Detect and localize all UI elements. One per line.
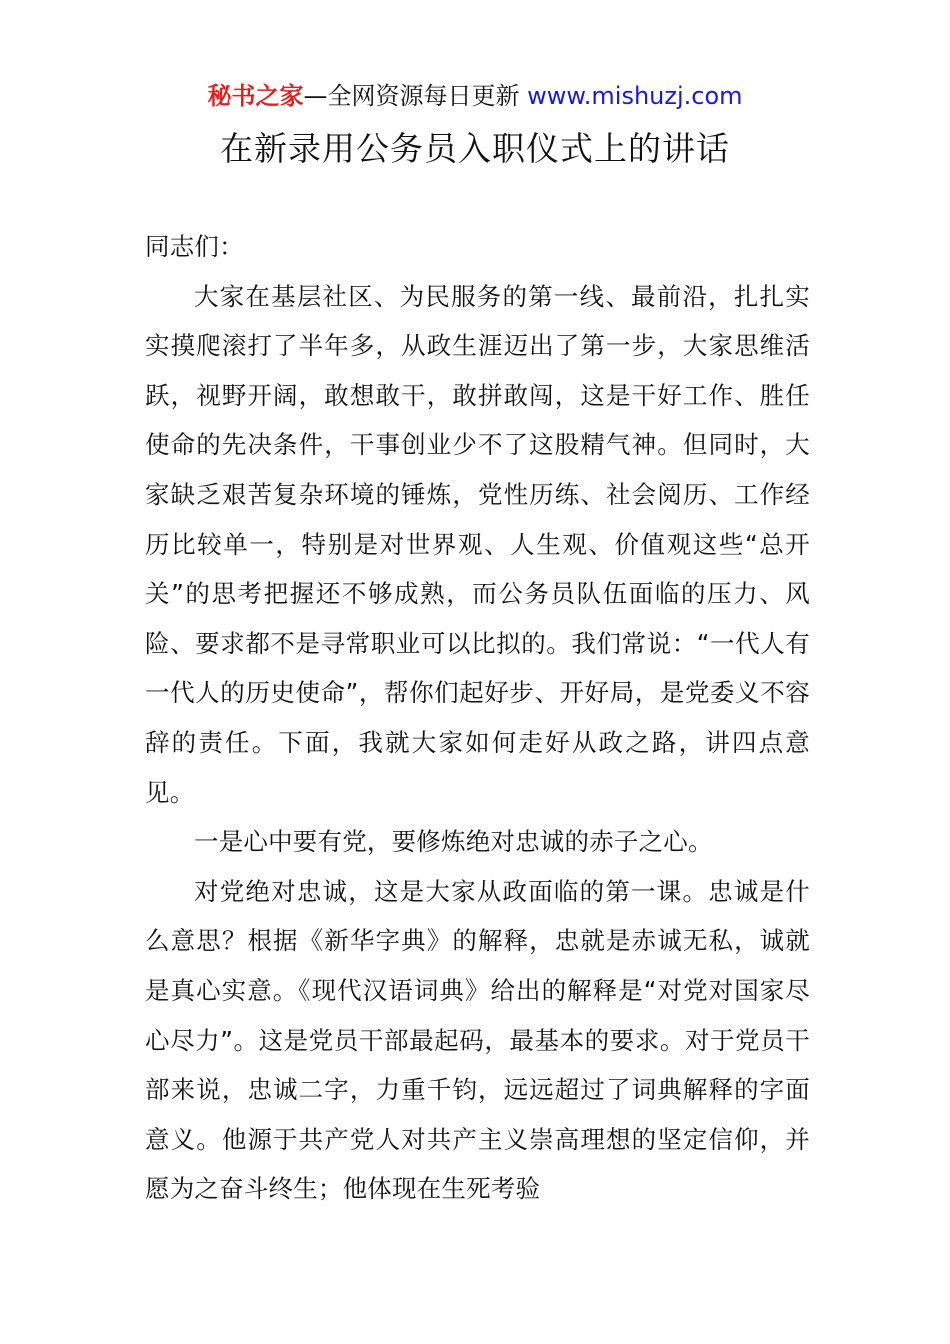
brand-name: 秘书之家 xyxy=(207,82,304,110)
paragraph-loyalty: 对党绝对忠诚，这是大家从政面临的第一课。忠诚是什么意思？根据《新华字典》的解释，忠就是赤诚无私，诚就是真心实意。《现代汉语词典》给出的解释是“对党对国家尽心尽力”。这是党员干部最起码，最基本的要求。对于党员干部来说，忠诚二字，力重千钧，远远超过了词典解释的字面意义。他源于共产党人对共产主义崇高理想的坚定信仰，并愿为之奋斗终生；他体现在生死考验 xyxy=(145,876,810,1204)
salutation: 同志们： xyxy=(145,232,244,261)
paragraph-intro: 大家在基层社区、为民服务的第一线、最前沿，扎扎实实摸爬滚打了半年多，从政生涯迈出了第一步，大家思维活跃，视野开阔，敢想敢干，敢拼敢闯，这是干好工作、胜任使命的先决条件，干事创业少不了这股精气神。但同时，大家缺乏艰苦复杂环境的锤炼，党性历练、社会阅历、工作经历比较单一，特别是对世界观、人生观、价值观这些“总开关”的思考把握还不够成熟，而公务员队伍面临的压力、风险、要求都不是寻常职业可以比拟的。我们常说：“一代人有一代人的历史使命”，帮你们起好步、开好局，是党委义不容辞的责任。下面，我就大家如何走好从政之路，讲四点意见。 xyxy=(145,281,810,807)
website-url[interactable]: www.mishuzj.com xyxy=(527,82,743,110)
document-body xyxy=(145,222,810,1214)
site-header xyxy=(0,80,950,112)
section-heading-1: 一是心中要有党，要修炼绝对忠诚的赤子之心。 xyxy=(194,827,713,857)
document-title: 在新录用公务员入职仪式上的讲话 xyxy=(220,129,730,168)
header-tagline: —全网资源每日更新 xyxy=(303,82,528,110)
